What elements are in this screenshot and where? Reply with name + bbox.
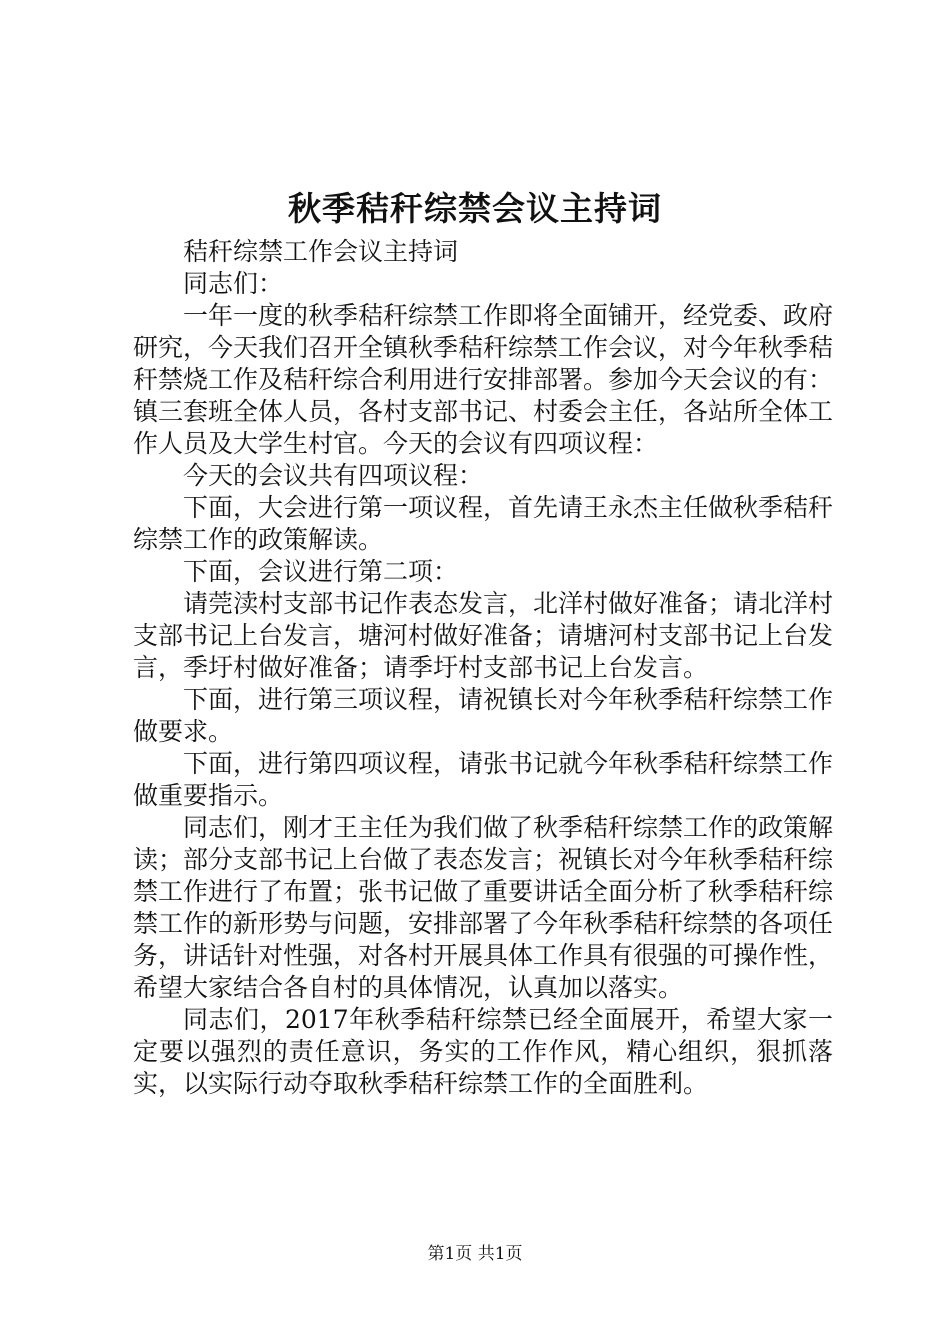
document-title: 秋季秸秆综禁会议主持词 [288,189,662,228]
document-body [133,236,833,1100]
paragraph-item-four: 下面，进行第四项议程，请张书记就今年秋季秸秆综禁工作做重要指示。 [133,749,834,810]
page-number: 第1页 共1页 [427,1244,523,1264]
paragraph-agenda: 今天的会议共有四项议程： [183,461,484,490]
paragraph-item-two-speakers: 请莞渎村支部书记作表态发言，北洋村做好准备；请北洋村支部书记上台发言，塘河村做好准备；请塘河村支部书记上台发言，季圩村做好准备；请季圩村支部书记上台发言。 [133,589,834,682]
paragraph-item-two-intro: 下面，会议进行第二项： [183,557,459,586]
paragraph-opening: 一年一度的秋季秸秆综禁工作即将全面铺开，经党委、政府研究，今天我们召开全镇秋季秸秆综禁工作会议，对今年秋季秸秆禁烧工作及秸秆综合利用进行安排部署。参加今天会议的有：镇三套班全体人员，各村支部书记、村委会主任，各站所全体工作人员及大学生村官。今天的会议有四项议程： [133,301,834,458]
paragraph-subtitle: 秸秆综禁工作会议主持词 [183,237,459,266]
paragraph-item-three: 下面，进行第三项议程，请祝镇长对今年秋季秸秆综禁工作做要求。 [133,685,834,746]
paragraph-item-one: 下面，大会进行第一项议程，首先请王永杰主任做秋季秸秆综禁工作的政策解读。 [133,493,834,554]
paragraph-closing: 同志们，2017年秋季秸秆综禁已经全面展开，希望大家一定要以强烈的责任意识，务实的工作作风，精心组织，狠抓落实，以实际行动夺取秋季秸秆综禁工作的全面胜利。 [133,1005,833,1098]
paragraph-summary: 同志们，刚才王主任为我们做了秋季秸秆综禁工作的政策解读；部分支部书记上台做了表态发言；祝镇长对今年秋季秸秆综禁工作进行了布置；张书记做了重要讲话全面分析了秋季秸秆综禁工作的新形势与问题，安排部署了今年秋季秸秆综禁的各项任务，讲话针对性强，对各村开展具体工作具有很强的可操作性，希望大家结合各自村的具体情况，认真加以落实。 [133,813,834,1002]
paragraph-salutation: 同志们： [183,269,284,298]
